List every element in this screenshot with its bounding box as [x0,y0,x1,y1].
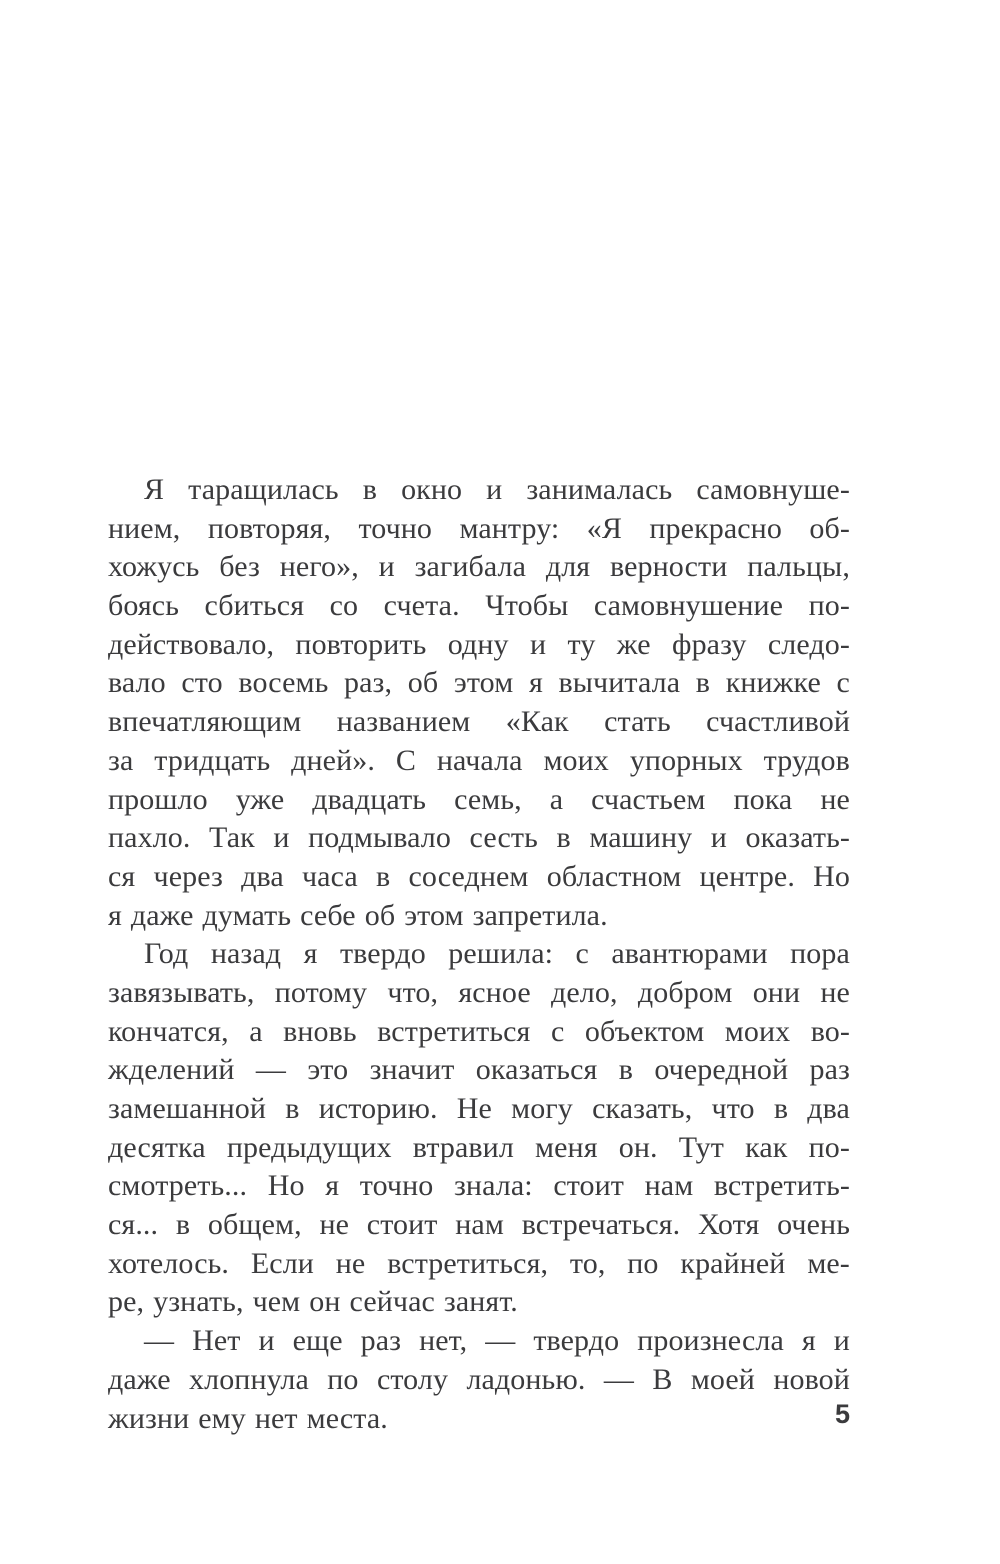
word: решила: [448,937,554,971]
word: подмывало [308,821,451,855]
word: через [153,859,223,893]
word: областном [546,859,682,893]
word: сбиться [204,589,305,623]
word: же [616,627,651,661]
word: во- [810,1014,850,1048]
word: двадцать [312,782,427,816]
word: в [773,1092,789,1125]
word: произнесла [637,1324,784,1358]
text-line [108,1131,850,1170]
word: занималась [526,473,673,506]
word: по- [808,1130,850,1164]
word: и [486,473,503,506]
word: об [364,898,396,932]
word: хотелось. [108,1246,230,1280]
word: в [285,1092,300,1125]
word: жделений [108,1053,235,1087]
word: прекрасно [649,511,782,545]
text-line [108,899,850,938]
word: а [249,1014,263,1048]
word: самовнушение [593,589,784,623]
word: тридцать [154,743,271,777]
word: меня [535,1130,598,1164]
word: как [745,1130,788,1164]
word: это [307,1053,349,1087]
word: не [820,782,850,816]
text-line [108,1169,850,1208]
word: фразу [672,627,747,661]
word: встретиться, [387,1246,549,1280]
word: встречаться. [521,1208,681,1242]
word: самовнуше- [696,473,850,506]
word: точно [358,511,433,545]
word: чем [252,1285,301,1319]
text-line [108,937,850,976]
word: потому [274,975,368,1009]
word: и [258,1324,275,1358]
word: два [807,1092,850,1125]
word: верности [610,550,728,584]
word: очередной [654,1053,789,1087]
word: Хотя [698,1208,760,1242]
word: Но [267,1169,305,1203]
word: счастливой [706,705,850,739]
word: и [529,627,547,661]
text-line [108,1208,850,1247]
word: сказать, [592,1092,693,1125]
word: с [550,1014,565,1048]
word: стоит [366,1208,438,1242]
text-line [108,1363,850,1402]
word: счета. [383,589,460,623]
paragraph [108,937,850,1324]
word: значит [369,1053,455,1087]
word: книжке [725,666,821,700]
word: в [375,859,391,893]
word: не [319,1208,350,1242]
word: мантру: [459,511,560,545]
word: Нет [192,1324,241,1358]
word: названием [336,705,471,739]
word: дело, [551,975,618,1009]
word: думать [202,898,292,932]
word: окно [401,473,463,506]
word: пахло. [108,821,191,855]
text-line [108,1092,850,1131]
word: Не [456,1092,492,1125]
word: пальцы, [747,550,850,584]
word: Если [250,1246,314,1280]
word: — [144,1324,175,1358]
word: я [108,898,122,932]
word: замешанной [108,1092,267,1125]
word: столу [376,1362,449,1396]
word: Так [209,821,255,855]
word: нет, [419,1324,468,1358]
word: что, [387,975,439,1009]
word: об- [809,511,850,545]
word: добром [637,975,733,1009]
text-line [108,705,850,744]
word: нет [254,1401,298,1435]
word: впечатляющим [108,705,302,739]
word: в [175,1208,191,1242]
word: общем, [207,1208,302,1242]
word: в [695,666,711,700]
word: — [255,1053,286,1087]
word: и [273,821,290,855]
text-line [108,550,850,589]
word: моих [543,743,609,777]
text-line [108,1247,850,1286]
word: завязывать, [108,975,255,1009]
word: боясь [108,589,179,623]
word: вновь [283,1014,357,1048]
text-line [108,1015,850,1054]
word: нам [455,1208,504,1242]
word: то, [569,1246,606,1280]
word: точно [359,1169,434,1203]
word: ему [198,1401,246,1435]
word: раз, [344,666,393,700]
word: я [528,666,543,700]
word: за [108,743,134,777]
word: ся [108,859,136,893]
word: прошло [108,782,208,816]
word: «Я [586,511,622,545]
word: с [836,666,850,700]
word: трудов [763,743,850,777]
word: нием, [108,511,181,545]
word: я [325,1169,340,1203]
word: могу [511,1092,573,1125]
word: без [219,550,260,584]
word: сейчас [349,1285,435,1319]
word: и [833,1324,850,1358]
word: одну [447,627,509,661]
word: этом [404,898,464,932]
word: крайней [680,1246,786,1280]
word: хлопнула [189,1362,309,1396]
word: ладонью. [466,1362,586,1396]
word: твердо [339,937,426,971]
text-line [108,860,850,899]
word: этом [453,666,514,700]
word: ме- [807,1246,850,1280]
word: дней». [291,743,375,777]
word: хожусь [108,550,200,584]
word: следо- [767,627,850,661]
word: Но [813,859,850,893]
word: занят. [443,1285,518,1319]
word: повторить [295,627,427,661]
word: не [820,975,850,1009]
word: они [752,975,801,1009]
word: «Как [505,705,569,739]
word: по [627,1246,659,1280]
word: в [362,473,378,506]
word: восемь [238,666,329,700]
word: объектом [584,1014,705,1048]
word: еще [292,1324,343,1358]
word: вало [108,666,166,700]
word: десятка [108,1130,206,1164]
word: об [407,666,439,700]
word: действовало, [108,627,275,661]
word: я [801,1324,816,1358]
word: не [335,1246,366,1280]
word: знала: [453,1169,533,1203]
word: счастьем [591,782,706,816]
word: два [241,859,284,893]
text-line [108,1053,850,1092]
paragraph [108,473,850,937]
word: сесть [469,821,538,855]
word: твердо [533,1324,620,1358]
word: В [652,1362,673,1396]
word: жизни [108,1401,190,1435]
word: по [327,1362,359,1396]
word: места. [306,1401,388,1435]
word: кончатся, [108,1014,229,1048]
word: ясное [458,975,531,1009]
word: вычитала [558,666,681,700]
text-line [108,473,850,512]
word: а [549,782,564,816]
word: сто [181,666,223,700]
word: историю. [318,1092,438,1125]
text-line [108,589,850,628]
word: и [710,821,727,855]
word: Тут [678,1130,724,1164]
text-line [108,1285,850,1324]
word: ту [567,627,596,661]
word: повторяя, [207,511,332,545]
word: для [545,550,591,584]
word: Чтобы [485,589,569,623]
text-line [108,976,850,1015]
word: нам [644,1169,694,1203]
text-line [108,744,850,783]
word: уже [235,782,285,816]
word: я [303,937,318,971]
word: — [485,1324,516,1358]
word: он. [618,1130,658,1164]
word: и [378,550,395,584]
text-line [108,628,850,667]
word: со [329,589,359,623]
word: ре, [108,1285,145,1319]
word: раз [809,1053,850,1087]
word: моей [690,1362,755,1396]
word: стоит [553,1169,625,1203]
word: раз [360,1324,402,1358]
text-line [108,512,850,551]
word: он [309,1285,341,1319]
page-number: 5 [834,1399,850,1429]
word: узнать, [153,1285,244,1319]
word: предыдущих [226,1130,392,1164]
word: ся... [108,1208,159,1242]
word: оказаться [475,1053,598,1087]
word: даже [130,898,194,932]
word: Год [144,937,189,971]
word: моих [724,1014,791,1048]
word: начала [436,743,523,777]
word: встретить- [713,1169,850,1203]
word: стать [604,705,671,739]
word: часа [301,859,358,893]
word: с [575,937,589,971]
word: новой [773,1362,850,1396]
word: себе [300,898,356,932]
text-line [108,666,850,705]
word: С [395,743,416,777]
word: — [603,1362,634,1396]
word: пока [733,782,793,816]
word: загибала [414,550,527,584]
word: втравил [412,1130,514,1164]
word: запретила. [472,898,608,932]
word: таращилась [188,473,339,506]
text-line [108,821,850,860]
word: смотреть... [108,1169,248,1203]
word: упорных [629,743,743,777]
word: семь, [454,782,522,816]
word: назад [210,937,282,971]
word: него», [279,550,359,584]
word: пора [790,937,850,971]
page-body-text [108,473,850,1440]
word: что [711,1092,755,1125]
word: центре. [699,859,795,893]
word: Я [144,473,165,506]
word: в [556,821,571,855]
text-line [108,1324,850,1363]
word: даже [108,1362,171,1396]
word: очень [777,1208,850,1242]
word: оказать- [745,821,850,855]
word: по- [808,589,850,623]
word: машину [589,821,693,855]
word: соседнем [408,859,529,893]
word: встретиться [377,1014,531,1048]
text-line [108,783,850,822]
word: в [618,1053,633,1087]
word: авантюрами [611,937,768,971]
